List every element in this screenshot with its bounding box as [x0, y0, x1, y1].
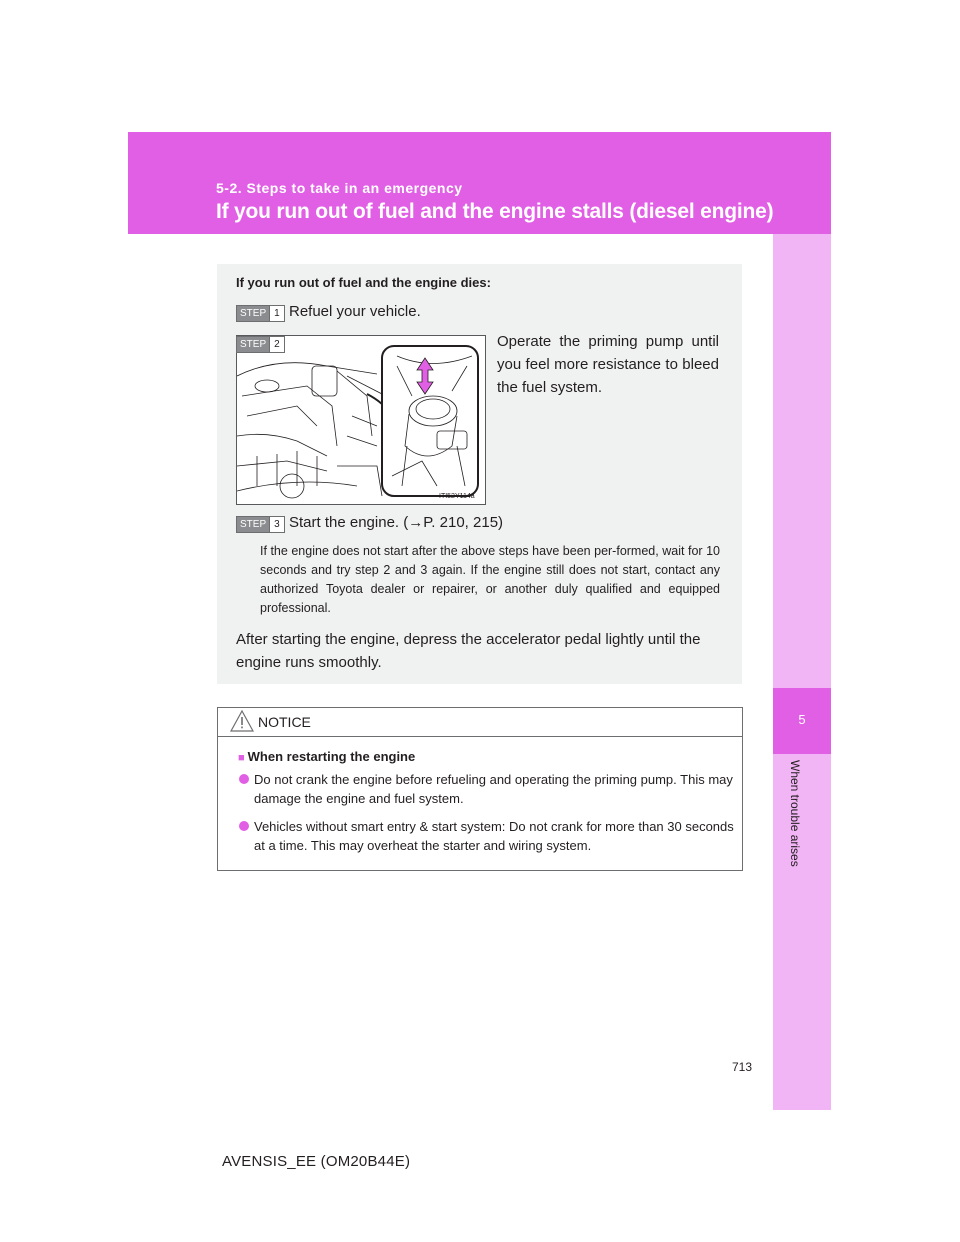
step-3-badge	[236, 516, 285, 533]
square-bullet-icon: ■	[238, 752, 245, 764]
step-3-text: Start the engine. (→P. 210, 215)	[289, 514, 504, 531]
page-number: 713	[732, 1060, 753, 1074]
chapter-number: 5	[798, 712, 806, 727]
steps-heading: If you run out of fuel and the engine dies:	[236, 275, 491, 290]
page-title: If you run out of fuel and the engine stalls (diesel engine)	[216, 200, 774, 223]
step-badge-number: 3	[269, 517, 284, 532]
bullet-dot-icon	[239, 774, 249, 784]
warning-triangle-icon	[230, 710, 254, 732]
notice-bullet-text: Vehicles without smart entry & start system: Do not crank for more than 30 seconds at a time. This may overheat the starter and wiring system.	[254, 819, 734, 853]
step-1-text: Refuel your vehicle.	[289, 303, 421, 320]
notice-heading	[238, 749, 415, 764]
step-badge-label: STEP	[237, 517, 269, 532]
notice-bullet	[254, 817, 740, 855]
step-2-badge	[236, 336, 285, 353]
figure-caption: ITI52Y114a	[439, 493, 475, 500]
footer-model-code: AVENSIS_EE (OM20B44E)	[222, 1153, 411, 1170]
notice-bullet	[254, 770, 740, 808]
after-starting-text: After starting the engine, depress the accelerator pedal lightly until the engine runs smoothly.	[236, 631, 701, 671]
step-2-text: Operate the priming pump until you feel more resistance to bleed the fuel system.	[497, 333, 719, 396]
chapter-side-tab[interactable]	[773, 234, 831, 1110]
step-1-badge	[236, 305, 285, 322]
engine-drawing	[237, 336, 485, 504]
chapter-title: When trouble arises	[788, 760, 802, 867]
step-3-note: If the engine does not start after the above steps have been per-formed, wait for 10 seconds and try step 2 and 3 again. If the engine still does not start, contact any authorized Toyota dealer or repairer, or another duly qualified and equipped professional.	[260, 544, 720, 615]
notice-bullet-text: Do not crank the engine before refueling and operating the priming pump. This may damage the engine and fuel system.	[254, 772, 733, 806]
notice-title: NOTICE	[258, 714, 311, 730]
step-badge-number: 2	[269, 337, 284, 352]
step-badge-number: 1	[269, 306, 284, 321]
section-label: 5-2. Steps to take in an emergency	[216, 180, 463, 196]
bullet-dot-icon	[239, 821, 249, 831]
engine-bay-illustration	[236, 335, 486, 505]
notice-heading-text: When restarting the engine	[247, 749, 416, 764]
notice-divider	[218, 736, 742, 737]
step-badge-label: STEP	[237, 337, 269, 352]
step-badge-label: STEP	[237, 306, 269, 321]
